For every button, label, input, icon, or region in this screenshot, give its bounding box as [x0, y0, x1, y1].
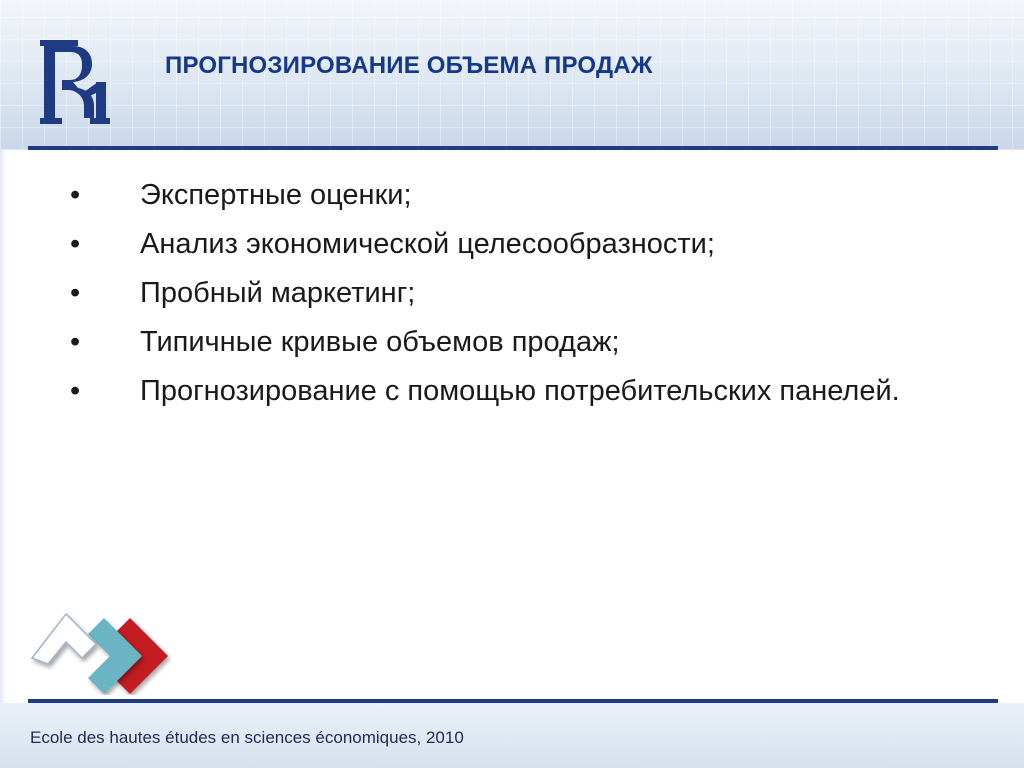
bullet-icon: • [70, 277, 81, 309]
bullet-text: Анализ экономической целесообразности; [140, 228, 715, 260]
footer-text: Ecole des hautes études en sciences économiques, 2010 [30, 728, 464, 747]
chevron-arrows-icon [26, 600, 176, 695]
bullet-text: Прогнозирование с помощью потребительских панелей. [140, 375, 900, 407]
bullet-text: Типичные кривые объемов продаж; [140, 326, 620, 358]
bullet-item [60, 323, 960, 361]
header-divider [28, 146, 998, 150]
bullet-icon: • [70, 326, 81, 358]
slide-footer [0, 703, 1024, 768]
bullet-item [60, 176, 960, 214]
bullet-text: Экспертные оценки; [140, 179, 412, 211]
bullet-item [60, 225, 960, 263]
hse-logo-icon [38, 34, 112, 126]
bullet-icon: • [70, 179, 81, 211]
bullet-item [60, 274, 960, 312]
bullet-item [60, 372, 960, 410]
slide-title: ПРОГНОЗИРОВАНИЕ ОБЪЕМА ПРОДАЖ [165, 52, 653, 79]
left-edge-shade [0, 150, 6, 703]
bullet-icon: • [70, 375, 81, 407]
bullet-text: Пробный маркетинг; [140, 277, 416, 309]
bullet-list [60, 176, 960, 421]
bullet-icon: • [70, 228, 81, 260]
